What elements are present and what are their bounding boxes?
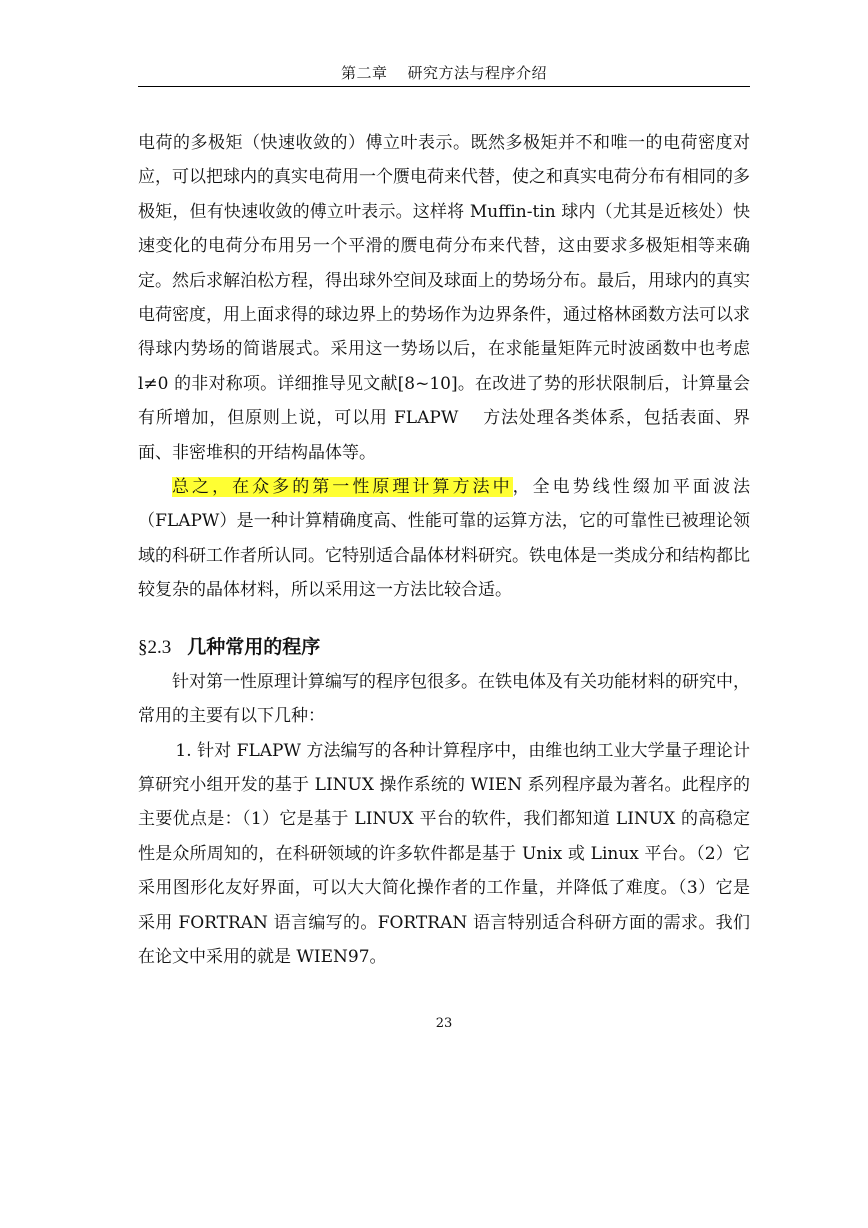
page-number: 23 xyxy=(435,1016,453,1031)
paragraph-wien: 1. 针对 FLAPW 方法编写的各种计算程序中，由维也纳工业大学量子理论计算研究小组开发的基于 LINUX 操作系统的 WIEN 系列程序最为著名。此程序的主要优点是：（1）它是基于 LINUX 平台的软件，我们都知道 LINUX 的高稳定性是众所周知的，在科研领域的许多软件都是基于 Unix 或 Linux 平台。（2）它采用图形化友好界面，可以大大简化操作者的工作量，并降低了难度。（3）它是采用 FORTRAN 语言编写的。FORTRAN 语言特别适合科研方面的需求。我们在论文中采用的就是 WIEN97。 xyxy=(138,740,750,967)
section-title: 几种常用的程序 xyxy=(187,635,321,658)
header-rule xyxy=(138,86,750,87)
header-chapter: 第二章 xyxy=(340,64,388,82)
highlighted-text: 总之，在众多的第一性原理计算方法中 xyxy=(172,477,513,498)
summary-rest: ，全电势线性缀加平面波法（FLAPW）是一种计算精确度高、性能可靠的运算方法，它的可靠性已被理论领域的科研工作者所认同。它特别适合晶体材料研究。铁电体是一类成分和结构都比较复杂的晶体材料，所以采用这一方法比较合适。 xyxy=(138,477,751,601)
paragraph-summary xyxy=(138,470,750,608)
page-body xyxy=(138,126,750,974)
header-title: 研究方法与程序介绍 xyxy=(407,64,548,82)
paragraph-programs-intro: 针对第一性原理计算编写的程序包很多。在铁电体及有关功能材料的研究中，常用的主要有以下几种： xyxy=(138,671,750,727)
section-number: §2.3 xyxy=(138,636,172,658)
paragraph-multipole: 电荷的多极矩（快速收敛的）傅立叶表示。既然多极矩并不和唯一的电荷密度对应，可以把球内的真实电荷用一个赝电荷来代替，使之和真实电荷分布有相同的多极矩，但有快速收敛的傅立叶表示。这样将 Muffin-tin 球内（尤其是近核处）快速变化的电荷分布用另一个平滑的赝电荷分布来代替，这由要求多极矩相等来确定。然后求解泊松方程，得出球外空间及球面上的势场分布。最后，用球内的真实电荷密度，用上面求得的球边界上的势场作为边界条件，通过格林函数方法可以求得球内势场的简谐展式。采用这一势场以后，在求能量矩阵元时波函数中也考虑 l≠0 的非对称项。详细推导见文献[8~10]。在改进了势的形状限制后，计算量会有所增加，但原则上说，可以用 FLAPW 方法处理各类体系，包括表面、界面、非密堆积的开结构晶体等。 xyxy=(138,133,750,463)
section-heading xyxy=(138,630,750,665)
running-header xyxy=(138,62,750,83)
